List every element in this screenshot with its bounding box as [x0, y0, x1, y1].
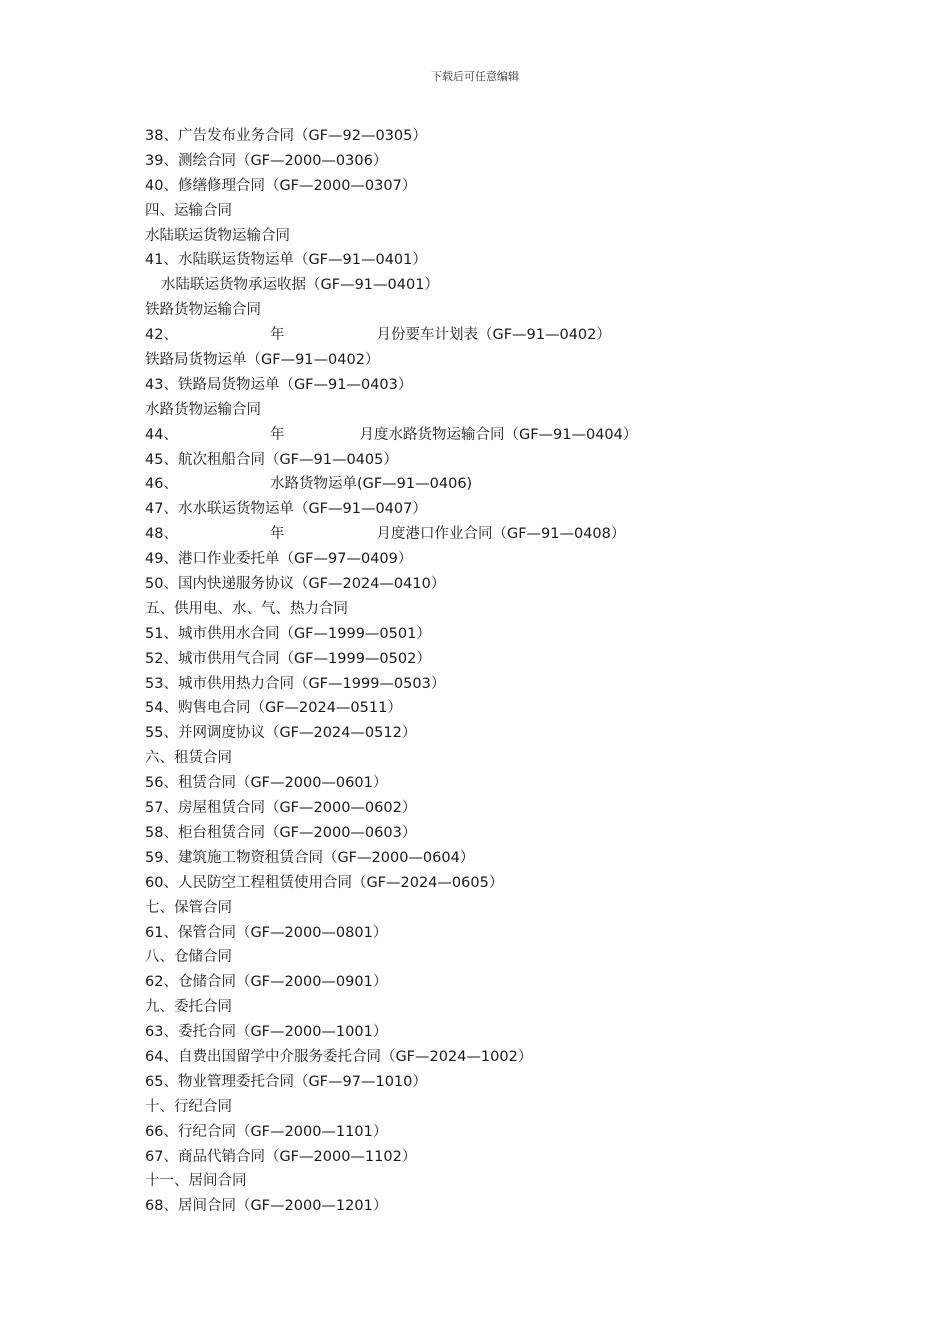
- list-item: 49、港口作业委托单（GF—97—0409）: [145, 551, 413, 568]
- section-heading: 六、租赁合同: [145, 750, 232, 767]
- section-heading: 七、保管合同: [145, 899, 232, 916]
- section-heading: 四、运输合同: [145, 202, 232, 219]
- line-segment: 年: [269, 526, 285, 543]
- list-item: 65、物业管理委托合同（GF—97—1010）: [145, 1073, 427, 1090]
- line-segment: 44、: [145, 426, 178, 443]
- subsection-heading: 水陆联运货物运输合同: [145, 227, 290, 244]
- page-header: 下载后可任意编辑: [431, 70, 519, 83]
- list-item: 43、铁路局货物运单（GF—91—0403）: [145, 376, 413, 393]
- line-segment: 42、: [145, 327, 178, 344]
- line-segment: 月度港口作业合同（GF—91—0408）: [376, 526, 626, 543]
- list-item: [145, 323, 637, 348]
- list-item: 52、城市供用气合同（GF—1999—0502）: [145, 650, 431, 667]
- list-item: 58、柜台租赁合同（GF—2000—0603）: [145, 824, 417, 841]
- list-item: [145, 423, 637, 448]
- list-item: 水陆联运货物承运收据（GF—91—0401）: [161, 277, 439, 294]
- list-item: 67、商品代销合同（GF—2000—1102）: [145, 1148, 417, 1165]
- list-item: [145, 522, 637, 547]
- line-segment: 48、: [145, 526, 178, 543]
- list-item: 41、水陆联运货物运单（GF—91—0401）: [145, 252, 427, 269]
- line-segment: 年: [269, 426, 285, 443]
- list-item: 51、城市供用水合同（GF—1999—0501）: [145, 625, 431, 642]
- list-item: 39、测绘合同（GF—2000—0306）: [145, 152, 388, 169]
- line-segment: 月份要车计划表（GF—91—0402）: [376, 327, 611, 344]
- contract-list: [145, 124, 637, 1219]
- list-item: 60、人民防空工程租赁使用合同（GF—2024—0605）: [145, 874, 504, 891]
- line-segment: 月度水路货物运输合同（GF—91—0404）: [359, 426, 638, 443]
- list-item: 铁路局货物运单（GF—91—0402）: [145, 352, 380, 369]
- subsection-heading: 铁路货物运输合同: [145, 302, 261, 319]
- list-item: 64、自费出国留学中介服务委托合同（GF—2024—1002）: [145, 1048, 533, 1065]
- section-heading: 八、仓储合同: [145, 949, 232, 966]
- list-item: 50、国内快递服务协议（GF—2024—0410）: [145, 576, 446, 593]
- list-item: 61、保管合同（GF—2000—0801）: [145, 924, 388, 941]
- list-item: 56、租赁合同（GF—2000—0601）: [145, 775, 388, 792]
- list-item: 57、房屋租赁合同（GF—2000—0602）: [145, 800, 417, 817]
- section-heading: 十、行纪合同: [145, 1098, 232, 1115]
- list-item: 59、建筑施工物资租赁合同（GF—2000—0604）: [145, 849, 475, 866]
- list-item: 63、委托合同（GF—2000—1001）: [145, 1024, 388, 1041]
- list-item: 55、并网调度协议（GF—2024—0512）: [145, 725, 417, 742]
- list-item: 66、行纪合同（GF—2000—1101）: [145, 1123, 388, 1140]
- section-heading: 五、供用电、水、气、热力合同: [145, 600, 348, 617]
- list-item: 54、购售电合同（GF—2024—0511）: [145, 700, 402, 717]
- line-segment: 年: [269, 327, 285, 344]
- list-item: 45、航次租船合同（GF—91—0405）: [145, 451, 398, 468]
- list-item: 40、修缮修理合同（GF—2000—0307）: [145, 177, 417, 194]
- list-item: [145, 472, 637, 497]
- list-item: 38、广告发布业务合同（GF—92—0305）: [145, 128, 427, 144]
- list-item: 53、城市供用热力合同（GF—1999—0503）: [145, 675, 446, 692]
- line-segment: 水路货物运单(GF—91—0406): [269, 476, 473, 493]
- section-heading: 九、委托合同: [145, 999, 232, 1016]
- subsection-heading: 水路货物运输合同: [145, 401, 261, 418]
- list-item: 68、居间合同（GF—2000—1201）: [145, 1198, 388, 1215]
- line-segment: 46、: [145, 476, 178, 493]
- section-heading: 十一、居间合同: [145, 1173, 247, 1190]
- list-item: 47、水水联运货物运单（GF—91—0407）: [145, 501, 427, 518]
- list-item: 62、仓储合同（GF—2000—0901）: [145, 974, 388, 991]
